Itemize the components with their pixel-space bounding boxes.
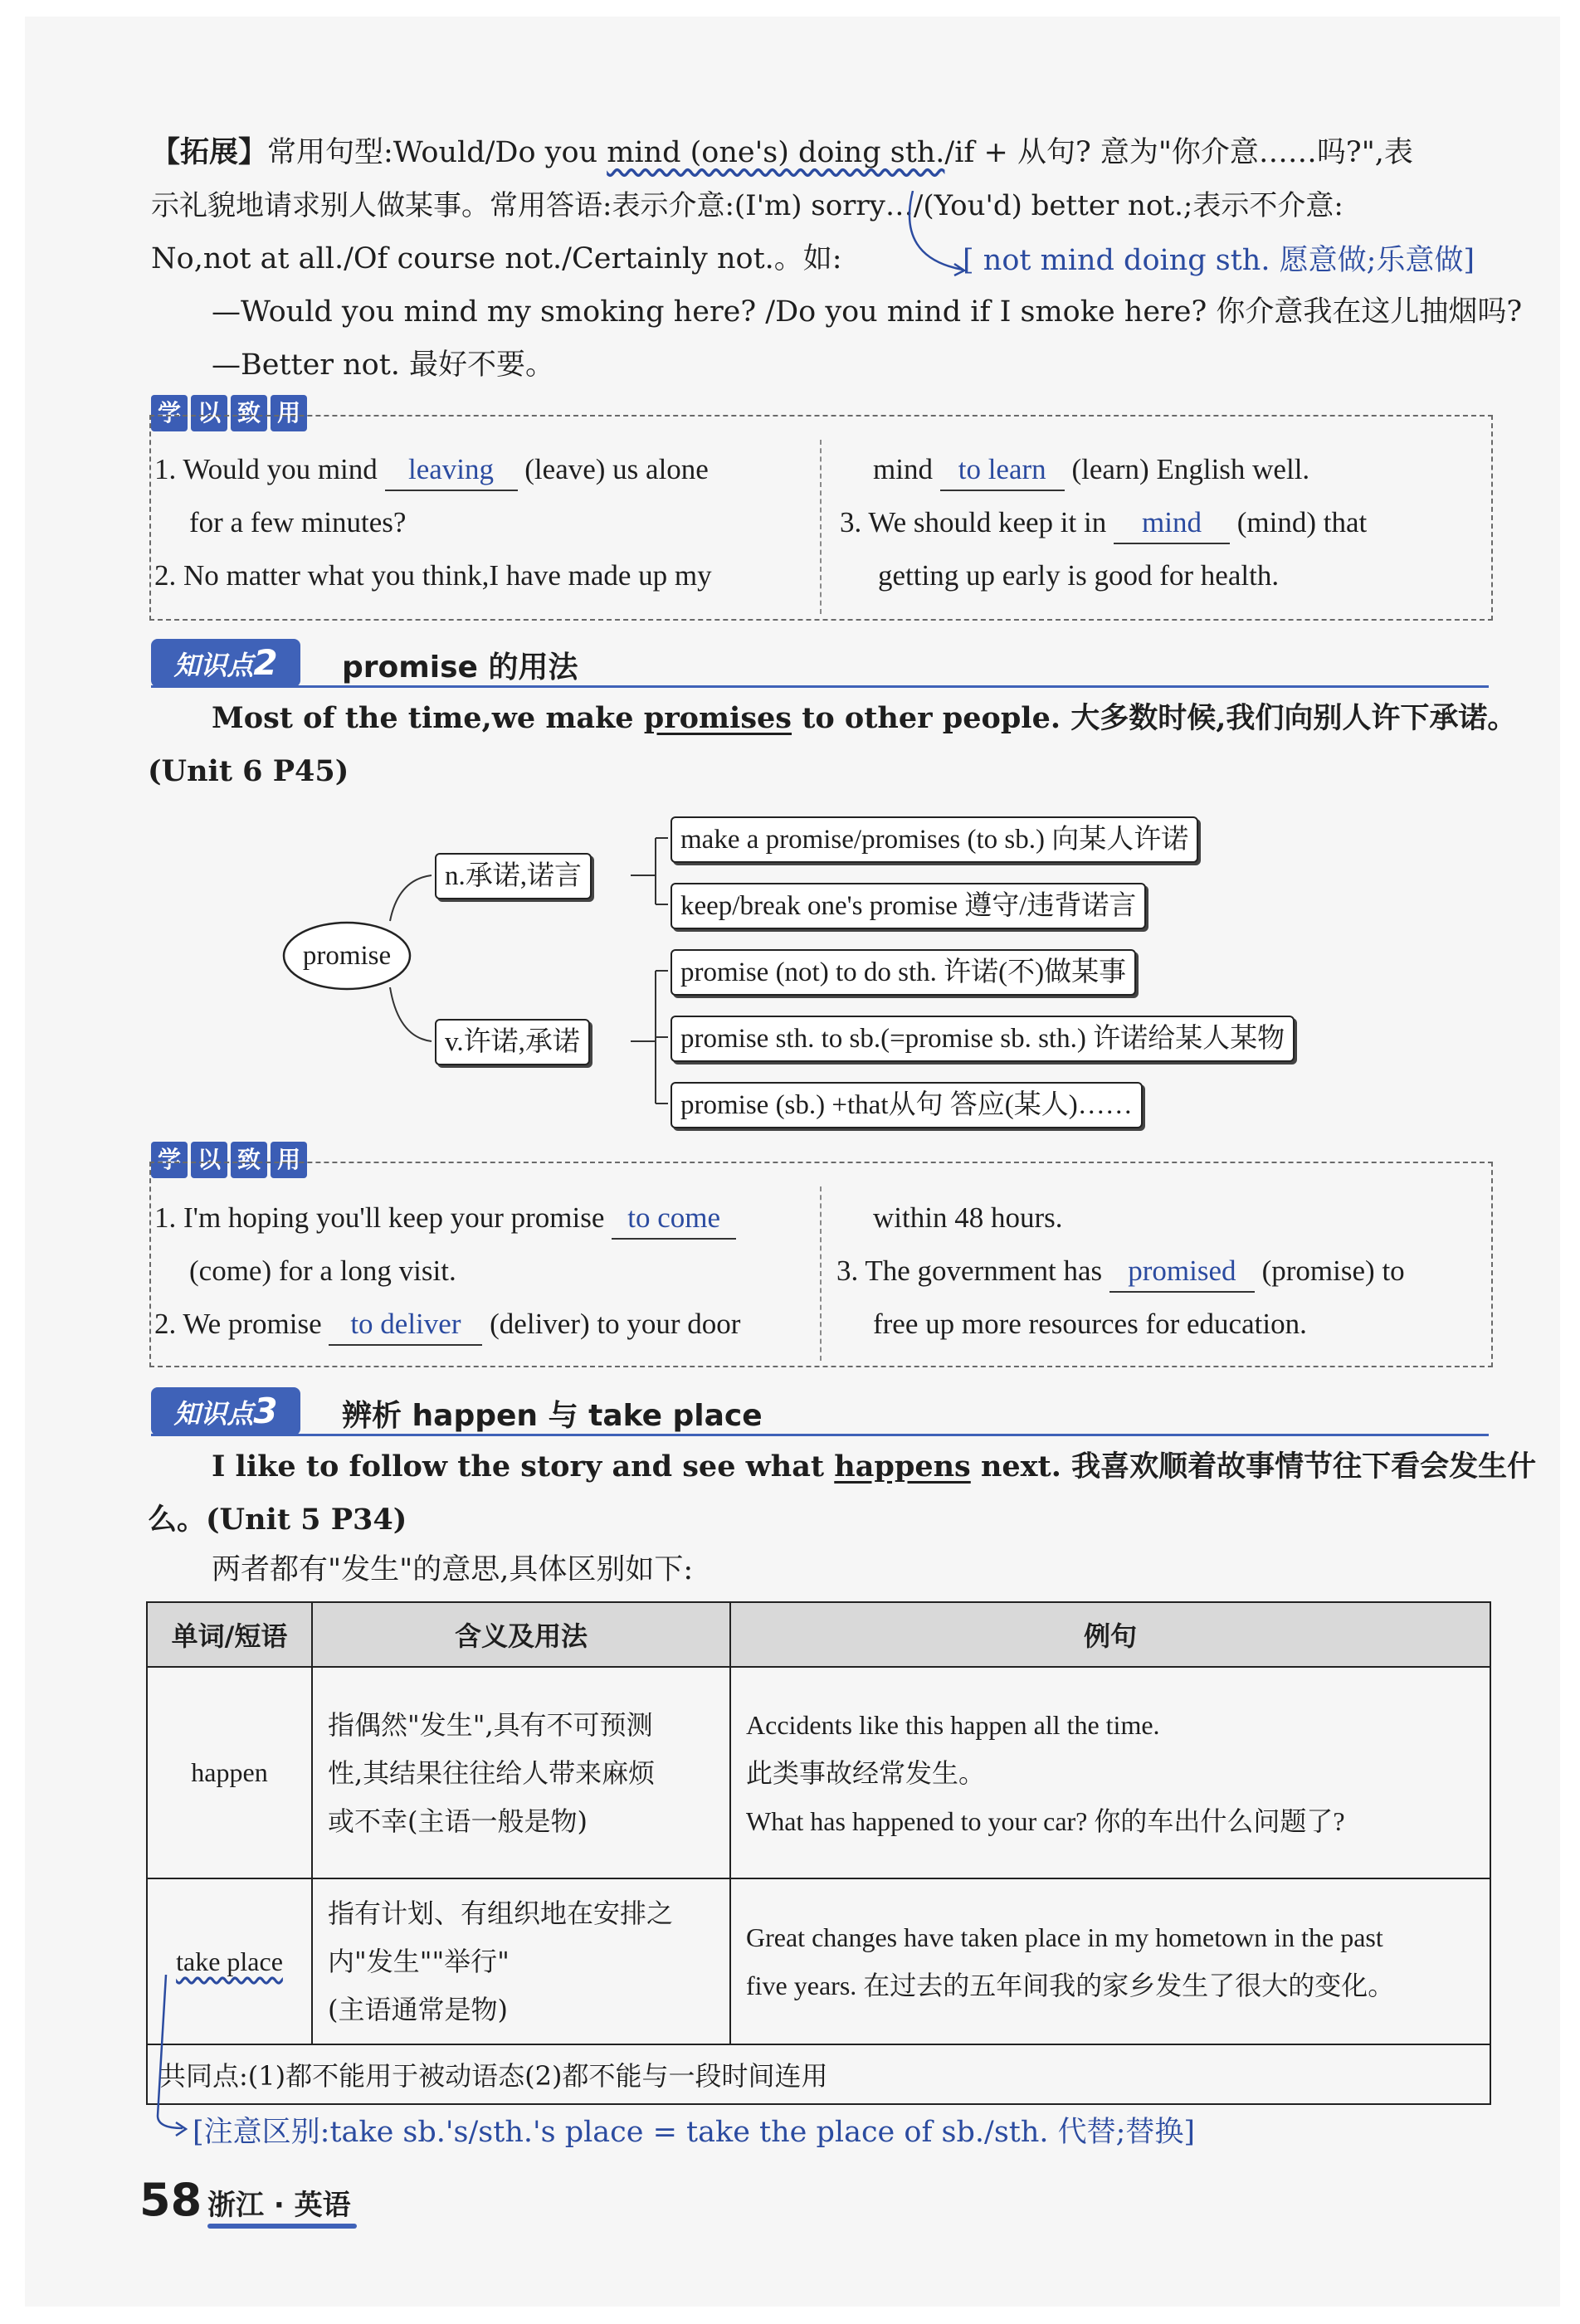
extend-example-1: —Would you mind my smoking here? /Do you mind if I smoke here? 你介意我在这儿抽烟吗?: [212, 295, 1523, 329]
practice1-q2-cont: mind to learn (learn) English well.: [873, 450, 1309, 491]
footer-label: 浙江 · 英语: [207, 2189, 351, 2222]
table-header: 例句: [730, 1602, 1490, 1667]
divider: [820, 1186, 822, 1361]
practice2-q3-cont: free up more resources for education.: [873, 1308, 1307, 1340]
practice1-q3: 3. We should keep it in mind (mind) that: [840, 503, 1367, 544]
mindmap-item: promise (sb.) +that从句 答应(某人)……: [671, 1082, 1143, 1128]
table-common-points: 共同点:(1)都不能用于被动语态(2)都不能与一段时间连用: [147, 2044, 1490, 2104]
answer-blank: to deliver: [329, 1304, 482, 1346]
comparison-table: [146, 1601, 1491, 2105]
table-cell-word: happen: [147, 1667, 312, 1878]
answer-blank: promised: [1109, 1251, 1255, 1293]
practice1-q2: 2. No matter what you think,I have made up my: [154, 559, 712, 592]
practice2-q2-cont: within 48 hours.: [873, 1201, 1063, 1234]
kp2-sentence: Most of the time,we make promises to other people. 大多数时候,我们向别人许下承诺。: [212, 701, 1517, 735]
kp2-source: (Unit 6 P45): [148, 754, 349, 788]
table-row: [147, 1667, 1490, 1878]
kp3-sentence: I like to follow the story and see what happens next. 我喜欢顺着故事情节往下看会发生什: [212, 1449, 1537, 1484]
knowledge-point-badge-3: 知识点3: [151, 1387, 300, 1435]
extend-note: [ not mind doing sth. 愿意做;乐意做]: [963, 244, 1475, 277]
mindmap-item: promise (not) to do sth. 许诺(不)做某事: [671, 949, 1136, 996]
knowledge-point-title-2: promise 的用法: [342, 650, 578, 685]
table-row: [147, 1878, 1490, 2044]
table-cell-word: take place: [147, 1878, 312, 2044]
table-cell-example: Great changes have taken place in my hometown in the past five years. 在过去的五年间我的家乡发生了很大的变化。: [730, 1878, 1490, 2044]
answer-blank: mind: [1114, 503, 1230, 544]
knowledge-point-title-3: 辨析 happen 与 take place: [342, 1399, 763, 1433]
answer-blank: to learn: [940, 450, 1065, 491]
mindmap-noun: n.承诺,诺言: [435, 853, 592, 899]
kp3-source: 么。(Unit 5 P34): [148, 1503, 407, 1537]
practice-tag-1: 学 以 致 用: [151, 395, 307, 431]
extend-tag: 【拓展】: [151, 136, 268, 169]
table-cell-usage: 指有计划、有组织地在安排之 内"发生""举行" (主语通常是物): [312, 1878, 730, 2044]
table-header: 单词/短语: [147, 1602, 312, 1667]
mindmap-item: keep/break one's promise 遵守/违背诺言: [671, 883, 1146, 929]
mindmap-verb: v.许诺,承诺: [435, 1019, 590, 1065]
answer-blank: to come: [612, 1198, 736, 1240]
practice2-q2: 2. We promise to deliver (deliver) to your door: [154, 1304, 740, 1346]
extend-line-1: 【拓展】常用句型:Would/Do you mind (one's) doing sth./if + 从句? 意为"你介意……吗?",表: [151, 136, 1413, 169]
mindmap-item: make a promise/promises (to sb.) 向某人许诺: [671, 816, 1198, 863]
practice2-q1: 1. I'm hoping you'll keep your promise to come: [154, 1198, 736, 1240]
practice1-q1: 1. Would you mind leaving (leave) us alone: [154, 450, 709, 491]
table-row: [147, 2044, 1490, 2104]
mindmap-root: promise: [302, 941, 392, 971]
practice1-q1-cont: for a few minutes?: [189, 506, 407, 538]
footer-rule: [207, 2224, 357, 2229]
practice2-q1-cont: (come) for a long visit.: [189, 1255, 456, 1287]
answer-blank: leaving: [385, 450, 518, 491]
practice-tag-2: 学 以 致 用: [151, 1142, 307, 1178]
knowledge-point-badge-2: 知识点2: [151, 639, 300, 687]
table-header: 含义及用法: [312, 1602, 730, 1667]
extend-example-2: —Better not. 最好不要。: [212, 348, 555, 382]
table-cell-example: Accidents like this happen all the time. 此类事故经常发生。 What has happened to your car? 你的车出什么问题了?: [730, 1667, 1490, 1878]
practice2-q3: 3. The government has promised (promise) to: [836, 1251, 1405, 1293]
extend-keyphrase: mind (one's) doing sth.: [607, 136, 945, 169]
extend-line-2: 示礼貌地请求别人做某事。常用答语:表示介意:(I'm) sorry…/(You'd) better not.;表示不介意:: [151, 189, 1343, 222]
page-number: 58: [139, 2174, 202, 2226]
kp3-intro: 两者都有"发生"的意思,具体区别如下:: [212, 1553, 694, 1586]
table-cell-usage: 指偶然"发生",具有不可预测 性,其结果往往给人带来麻烦 或不幸(主语一般是物): [312, 1667, 730, 1878]
mindmap-item: promise sth. to sb.(=promise sb. sth.) 许诺给某人某物: [671, 1016, 1295, 1062]
practice1-q3-cont: getting up early is good for health.: [878, 559, 1280, 592]
kp3-note: [注意区别:take sb.'s/sth.'s place = take the place of sb./sth. 代替;替换]: [193, 2116, 1196, 2149]
extend-line-3: No,not at all./Of course not./Certainly not.。如:: [151, 242, 842, 275]
title-rule: [151, 1434, 1489, 1436]
